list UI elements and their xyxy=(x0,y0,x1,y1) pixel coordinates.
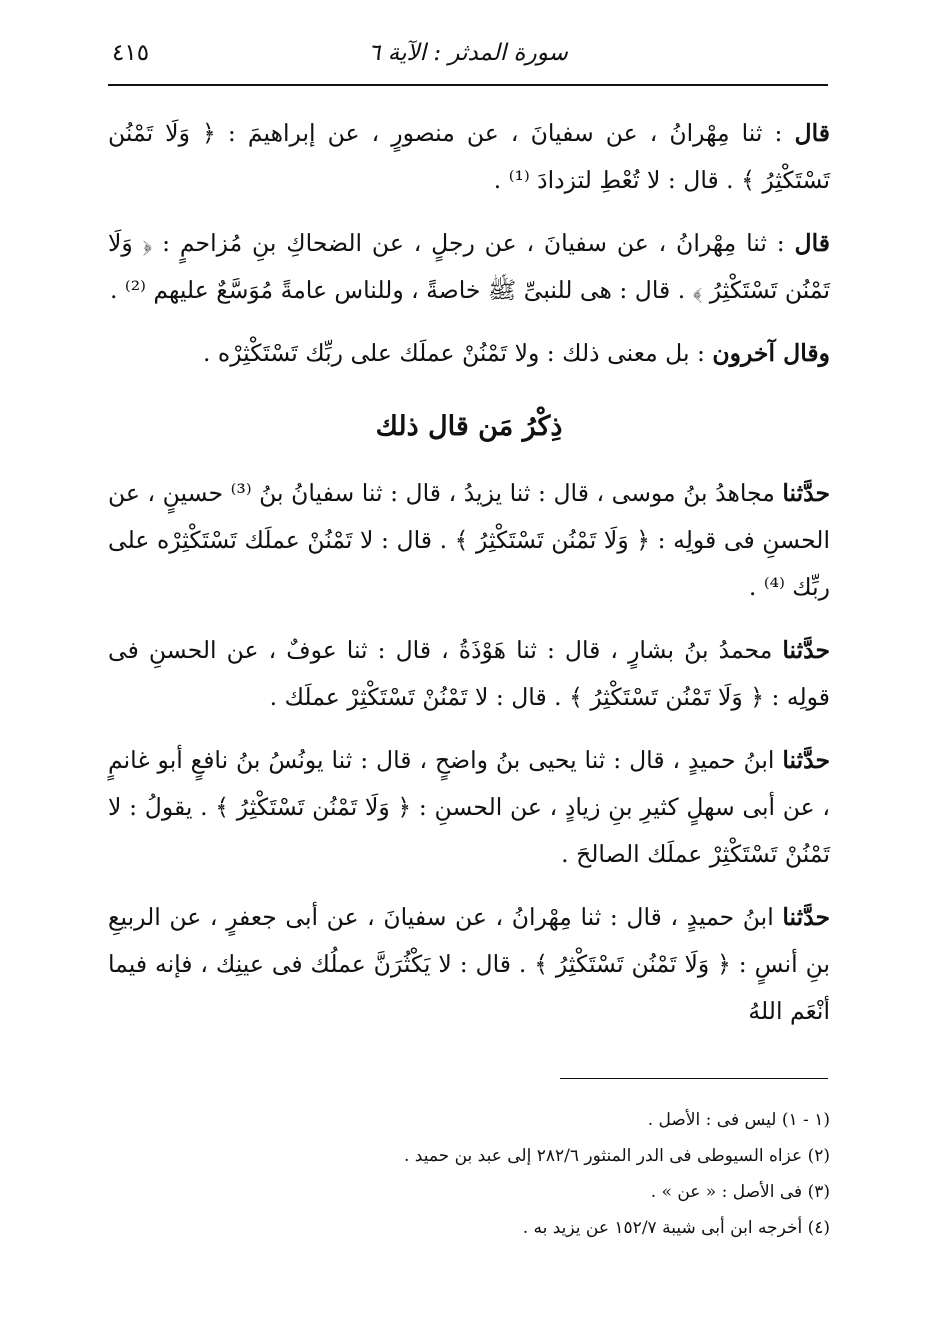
narration xyxy=(108,627,830,721)
footnotes xyxy=(108,1102,830,1246)
page-number: ٤١٥ xyxy=(112,40,150,66)
section-heading: ذِكْرُ مَن قال ذلك xyxy=(375,411,563,442)
paragraph-text: : ثنا مِهْرانُ ، عن سفيانَ ، عن رجلٍ ، عن الضحاكِ بنِ مُزاحمٍ : ﴿ وَلَا تَمْنُن تَسْتَكْثِرُ ﴾ . قال : هى للنبىِّ ﷺ خاصةً ، وللناس عامةً مُوَسَّعٌ عليهم ⁽²⁾ . xyxy=(108,229,830,304)
paragraph xyxy=(108,330,830,377)
paragraph-lead: قال xyxy=(794,119,830,147)
narration-lead: حدَّثنا xyxy=(782,479,830,507)
narration xyxy=(108,737,830,878)
running-head xyxy=(108,36,828,80)
narration-lead: حدَّثنا xyxy=(782,636,830,664)
narration-lead: حدَّثنا xyxy=(782,903,830,931)
paragraph xyxy=(108,110,830,204)
narration-text: مجاهدُ بنُ موسى ، قال : ثنا يزيدُ ، قال : ثنا سفيانُ بنُ ⁽³⁾ حسينٍ ، عن الحسنِ فى قولِه : ﴿ وَلَا تَمْنُن تَسْتَكْثِرُ ﴾ . قال : لا تَمْنُنْ عملَك تَسْتَكْثِرْه على ربِّك ⁽⁴⁾ . xyxy=(108,479,830,601)
paragraph xyxy=(108,220,830,314)
main-text xyxy=(108,110,830,1051)
narration-text: ابنُ حميدٍ ، قال : ثنا يحيى بنُ واضحٍ ، قال : ثنا يونُسُ بنُ نافعٍ أبو غانمٍ ، عن أبى سهلٍ كثيرِ بنِ زيادٍ ، عن الحسنِ : ﴿ وَلَا تَمْنُن تَسْتَكْثِرُ ﴾ . يقولُ : لا تَمْنُنْ تَسْتَكْثِرْ عملَك الصالحَ . xyxy=(108,746,830,868)
header-rule xyxy=(108,84,828,86)
paragraph-text: : بل معنى ذلك : ولا تَمْنُنْ عملَك على ربِّك تَسْتَكْثِرْه . xyxy=(202,339,713,367)
footnote: (٤) أخرجه ابن أبى شيبة ١٥٢/٧ عن يزيد به . xyxy=(522,1218,830,1238)
narration-text: ابنُ حميدٍ ، قال : ثنا مِهْرانُ ، عن سفيانَ ، عن أبى جعفرٍ ، عن الربيعِ بنِ أنسٍ : ﴿ وَلَا تَمْنُن تَسْتَكْثِرُ ﴾ . قال : لا يَكْثُرَنَّ عملُك فى عينِك ، فإنه فيما أنْعَم اللهُ xyxy=(108,903,830,1025)
narration xyxy=(108,470,830,611)
paragraph-text: : ثنا مِهْرانُ ، عن سفيانَ ، عن منصورٍ ، عن إبراهيمَ : ﴿ وَلَا تَمْنُن تَسْتَكْثِرُ ﴾ . قال : لا تُعْطِ لتزدادَ ⁽¹⁾ . xyxy=(108,119,830,194)
narration-text: محمدُ بنُ بشارٍ ، قال : ثنا هَوْذَةُ ، قال : ثنا عوفٌ ، عن الحسنِ فى قولِه : ﴿ وَلَا تَمْنُن تَسْتَكْثِرُ ﴾ . قال : لا تَمْنُنْ تَسْتَكْثِرْ عملَك . xyxy=(108,636,830,711)
footnote-rule xyxy=(560,1078,828,1079)
narration xyxy=(108,894,830,1035)
paragraph-lead: وقال آخرون xyxy=(712,339,830,367)
narration-lead: حدَّثنا xyxy=(782,746,830,774)
footnote: (١ - ١) ليس فى : الأصل . xyxy=(647,1110,830,1130)
footnote: (٢) عزاه السيوطى فى الدر المنثور ٢٨٢/٦ إلى عبد بن حميد . xyxy=(403,1146,830,1166)
footnote: (٣) فى الأصل : « عن » . xyxy=(650,1182,830,1202)
paragraph-lead: قال xyxy=(794,229,830,257)
running-title: سورة المدثر : الآية ٦ xyxy=(368,40,568,66)
